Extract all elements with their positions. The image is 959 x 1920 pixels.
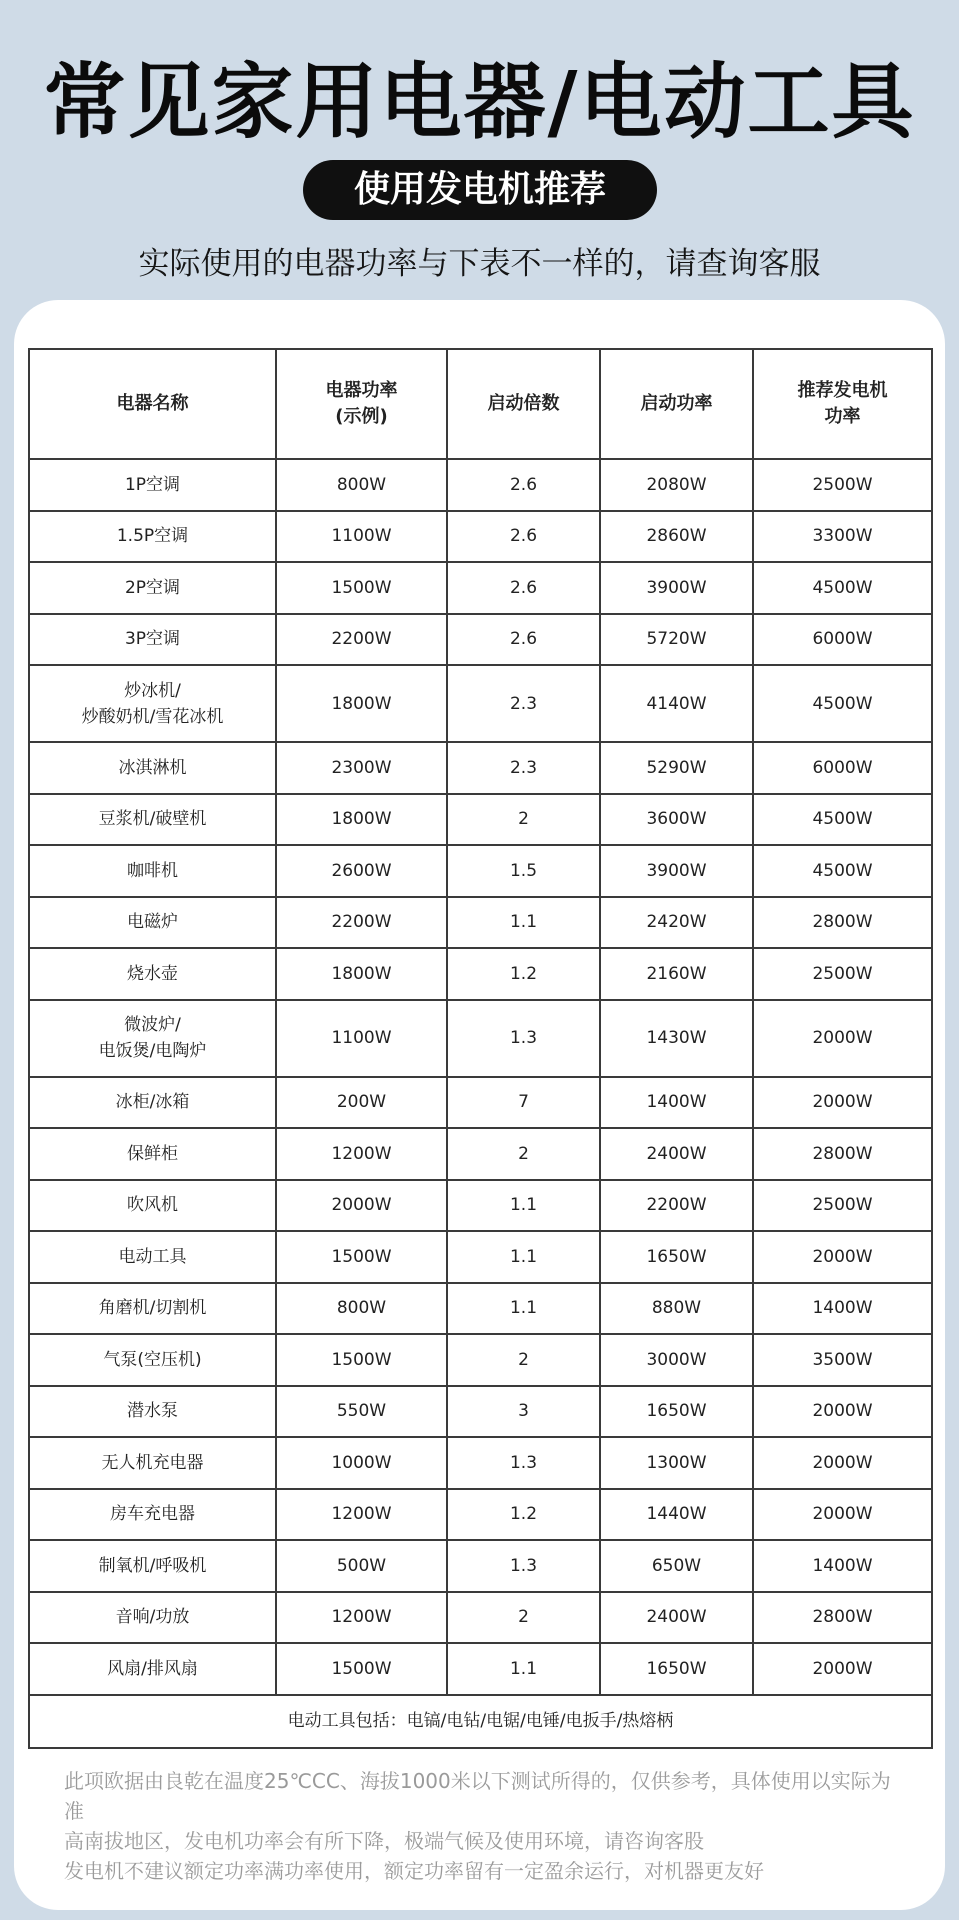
table-row <box>29 1489 932 1541</box>
table-row <box>29 794 932 846</box>
cell-col-power: 2200W <box>276 897 447 949</box>
cell-col-start-power: 2400W <box>600 1128 753 1180</box>
cell-col-power: 1500W <box>276 1231 447 1283</box>
table-header-row <box>29 349 932 459</box>
header-col-start-power: 启动功率 <box>600 349 753 459</box>
cell-col-power: 1500W <box>276 1334 447 1386</box>
cell-col-multiplier: 3 <box>447 1386 600 1438</box>
cell-col-start-power: 1300W <box>600 1437 753 1489</box>
cell-col-multiplier: 1.1 <box>447 1180 600 1232</box>
recommend-badge: 使用发电机推荐 <box>303 160 657 220</box>
cell-col-name: 3P空调 <box>29 614 276 666</box>
cell-col-power: 2000W <box>276 1180 447 1232</box>
cell-col-start-power: 2420W <box>600 897 753 949</box>
cell-col-multiplier: 1.3 <box>447 1437 600 1489</box>
cell-col-multiplier: 2 <box>447 1128 600 1180</box>
header-col-recommended: 推荐发电机 功率 <box>753 349 932 459</box>
cell-col-name: 豆浆机/破壁机 <box>29 794 276 846</box>
cell-col-name: 烧水壶 <box>29 948 276 1000</box>
cell-col-name: 电磁炉 <box>29 897 276 949</box>
cell-col-multiplier: 1.1 <box>447 1231 600 1283</box>
notes <box>64 1766 904 1886</box>
table-row <box>29 1180 932 1232</box>
cell-col-power: 1000W <box>276 1437 447 1489</box>
cell-col-recommended: 3300W <box>753 511 932 563</box>
cell-col-start-power: 5290W <box>600 742 753 794</box>
cell-col-name: 咖啡机 <box>29 845 276 897</box>
note-1: 此项欧据由良乾在温度25℃CC、海拔1000米以下测试所得的，仅供参考，具体使用以实际为准 <box>64 1769 891 1823</box>
cell-col-power: 800W <box>276 459 447 511</box>
table-row <box>29 1128 932 1180</box>
cell-col-power: 550W <box>276 1386 447 1438</box>
table-row <box>29 1231 932 1283</box>
cell-col-recommended: 2800W <box>753 1128 932 1180</box>
cell-col-start-power: 3600W <box>600 794 753 846</box>
table-row <box>29 1540 932 1592</box>
table-row <box>29 1077 932 1129</box>
cell-col-start-power: 2160W <box>600 948 753 1000</box>
table-footer-row <box>29 1695 932 1748</box>
cell-col-power: 1200W <box>276 1128 447 1180</box>
cell-col-start-power: 1400W <box>600 1077 753 1129</box>
cell-col-name: 音响/功放 <box>29 1592 276 1644</box>
cell-col-name: 无人机充电器 <box>29 1437 276 1489</box>
cell-col-power: 1800W <box>276 665 447 742</box>
cell-col-multiplier: 7 <box>447 1077 600 1129</box>
cell-col-name: 1P空调 <box>29 459 276 511</box>
table-row <box>29 1000 932 1077</box>
cell-col-start-power: 1440W <box>600 1489 753 1541</box>
cell-col-power: 2600W <box>276 845 447 897</box>
cell-col-recommended: 2000W <box>753 1489 932 1541</box>
cell-col-multiplier: 2 <box>447 1334 600 1386</box>
cell-col-start-power: 2400W <box>600 1592 753 1644</box>
cell-col-power: 2200W <box>276 614 447 666</box>
cell-col-recommended: 1400W <box>753 1283 932 1335</box>
cell-col-recommended: 2000W <box>753 1231 932 1283</box>
cell-col-multiplier: 2.3 <box>447 742 600 794</box>
table-row <box>29 897 932 949</box>
cell-col-multiplier: 1.2 <box>447 948 600 1000</box>
cell-col-power: 200W <box>276 1077 447 1129</box>
table-row <box>29 742 932 794</box>
cell-col-name: 制氧机/呼吸机 <box>29 1540 276 1592</box>
cell-col-recommended: 2000W <box>753 1386 932 1438</box>
table-row <box>29 459 932 511</box>
cell-col-start-power: 1650W <box>600 1386 753 1438</box>
header-col-name: 电器名称 <box>29 349 276 459</box>
cell-col-start-power: 880W <box>600 1283 753 1335</box>
table-row <box>29 511 932 563</box>
cell-col-recommended: 2500W <box>753 948 932 1000</box>
cell-col-multiplier: 2.6 <box>447 562 600 614</box>
cell-col-recommended: 4500W <box>753 562 932 614</box>
cell-col-name: 电动工具 <box>29 1231 276 1283</box>
cell-col-multiplier: 2.6 <box>447 614 600 666</box>
header-col-multiplier: 启动倍数 <box>447 349 600 459</box>
cell-col-name: 冰淇淋机 <box>29 742 276 794</box>
table-row <box>29 665 932 742</box>
table-row <box>29 562 932 614</box>
cell-col-recommended: 2800W <box>753 897 932 949</box>
cell-col-name: 角磨机/切割机 <box>29 1283 276 1335</box>
cell-col-recommended: 2000W <box>753 1000 932 1077</box>
cell-col-recommended: 2500W <box>753 459 932 511</box>
cell-col-recommended: 4500W <box>753 845 932 897</box>
table-row <box>29 845 932 897</box>
table-row <box>29 1437 932 1489</box>
cell-col-start-power: 5720W <box>600 614 753 666</box>
cell-col-power: 2300W <box>276 742 447 794</box>
cell-col-name: 潜水泵 <box>29 1386 276 1438</box>
cell-col-name: 炒冰机/ 炒酸奶机/雪花冰机 <box>29 665 276 742</box>
cell-col-recommended: 2000W <box>753 1437 932 1489</box>
cell-col-multiplier: 2.3 <box>447 665 600 742</box>
cell-col-power: 1200W <box>276 1489 447 1541</box>
cell-col-multiplier: 1.3 <box>447 1540 600 1592</box>
cell-col-multiplier: 2.6 <box>447 459 600 511</box>
table-row <box>29 1592 932 1644</box>
cell-col-power: 1100W <box>276 511 447 563</box>
cell-col-start-power: 1650W <box>600 1643 753 1695</box>
table-row <box>29 614 932 666</box>
cell-col-start-power: 1650W <box>600 1231 753 1283</box>
cell-col-multiplier: 1.3 <box>447 1000 600 1077</box>
cell-col-multiplier: 2 <box>447 1592 600 1644</box>
cell-col-recommended: 4500W <box>753 794 932 846</box>
cell-col-multiplier: 1.5 <box>447 845 600 897</box>
cell-col-name: 房车充电器 <box>29 1489 276 1541</box>
table-row <box>29 1386 932 1438</box>
cell-col-recommended: 4500W <box>753 665 932 742</box>
table-row <box>29 948 932 1000</box>
cell-col-multiplier: 1.1 <box>447 897 600 949</box>
cell-col-recommended: 6000W <box>753 614 932 666</box>
cell-col-name: 风扇/排风扇 <box>29 1643 276 1695</box>
table-row <box>29 1334 932 1386</box>
note-2: 高南拔地区，发电机功率会有所下降，极端气候及使用环境，请咨询客股 <box>64 1829 704 1853</box>
cell-col-multiplier: 1.2 <box>447 1489 600 1541</box>
cell-col-recommended: 6000W <box>753 742 932 794</box>
power-table <box>28 348 933 1749</box>
header-col-power: 电器功率 (示例) <box>276 349 447 459</box>
cell-col-power: 1500W <box>276 562 447 614</box>
table-row <box>29 1283 932 1335</box>
cell-col-name: 2P空调 <box>29 562 276 614</box>
cell-col-power: 1100W <box>276 1000 447 1077</box>
note-3: 发电机不建议额定功率满功率使用，额定功率留有一定盈余运行，对机器更友好 <box>64 1859 764 1883</box>
cell-col-recommended: 2800W <box>753 1592 932 1644</box>
cell-col-power: 1200W <box>276 1592 447 1644</box>
subtitle: 实际使用的电器功率与下表不一样的，请查询客服 <box>138 246 821 282</box>
cell-col-multiplier: 1.1 <box>447 1283 600 1335</box>
cell-col-start-power: 3000W <box>600 1334 753 1386</box>
cell-col-power: 800W <box>276 1283 447 1335</box>
cell-col-start-power: 2080W <box>600 459 753 511</box>
cell-col-power: 1800W <box>276 948 447 1000</box>
cell-col-start-power: 3900W <box>600 562 753 614</box>
cell-col-name: 吹风机 <box>29 1180 276 1232</box>
cell-col-start-power: 3900W <box>600 845 753 897</box>
cell-col-name: 1.5P空调 <box>29 511 276 563</box>
cell-col-recommended: 2500W <box>753 1180 932 1232</box>
cell-col-multiplier: 2 <box>447 794 600 846</box>
cell-col-name: 气泵(空压机) <box>29 1334 276 1386</box>
cell-col-name: 冰柜/冰箱 <box>29 1077 276 1129</box>
cell-col-recommended: 2000W <box>753 1077 932 1129</box>
tools-note: 电动工具包括：电镐/电钻/电锯/电锤/电扳手/热熔柄 <box>29 1695 932 1748</box>
cell-col-multiplier: 2.6 <box>447 511 600 563</box>
cell-col-start-power: 4140W <box>600 665 753 742</box>
cell-col-power: 500W <box>276 1540 447 1592</box>
cell-col-recommended: 1400W <box>753 1540 932 1592</box>
cell-col-power: 1500W <box>276 1643 447 1695</box>
cell-col-start-power: 1430W <box>600 1000 753 1077</box>
cell-col-name: 保鲜柜 <box>29 1128 276 1180</box>
cell-col-start-power: 2860W <box>600 511 753 563</box>
cell-col-recommended: 3500W <box>753 1334 932 1386</box>
cell-col-multiplier: 1.1 <box>447 1643 600 1695</box>
cell-col-recommended: 2000W <box>753 1643 932 1695</box>
page-title: 常见家用电器/电动工具 <box>43 55 916 150</box>
cell-col-name: 微波炉/ 电饭煲/电陶炉 <box>29 1000 276 1077</box>
cell-col-power: 1800W <box>276 794 447 846</box>
table-row <box>29 1643 932 1695</box>
table-body <box>29 459 932 1695</box>
cell-col-start-power: 650W <box>600 1540 753 1592</box>
cell-col-start-power: 2200W <box>600 1180 753 1232</box>
